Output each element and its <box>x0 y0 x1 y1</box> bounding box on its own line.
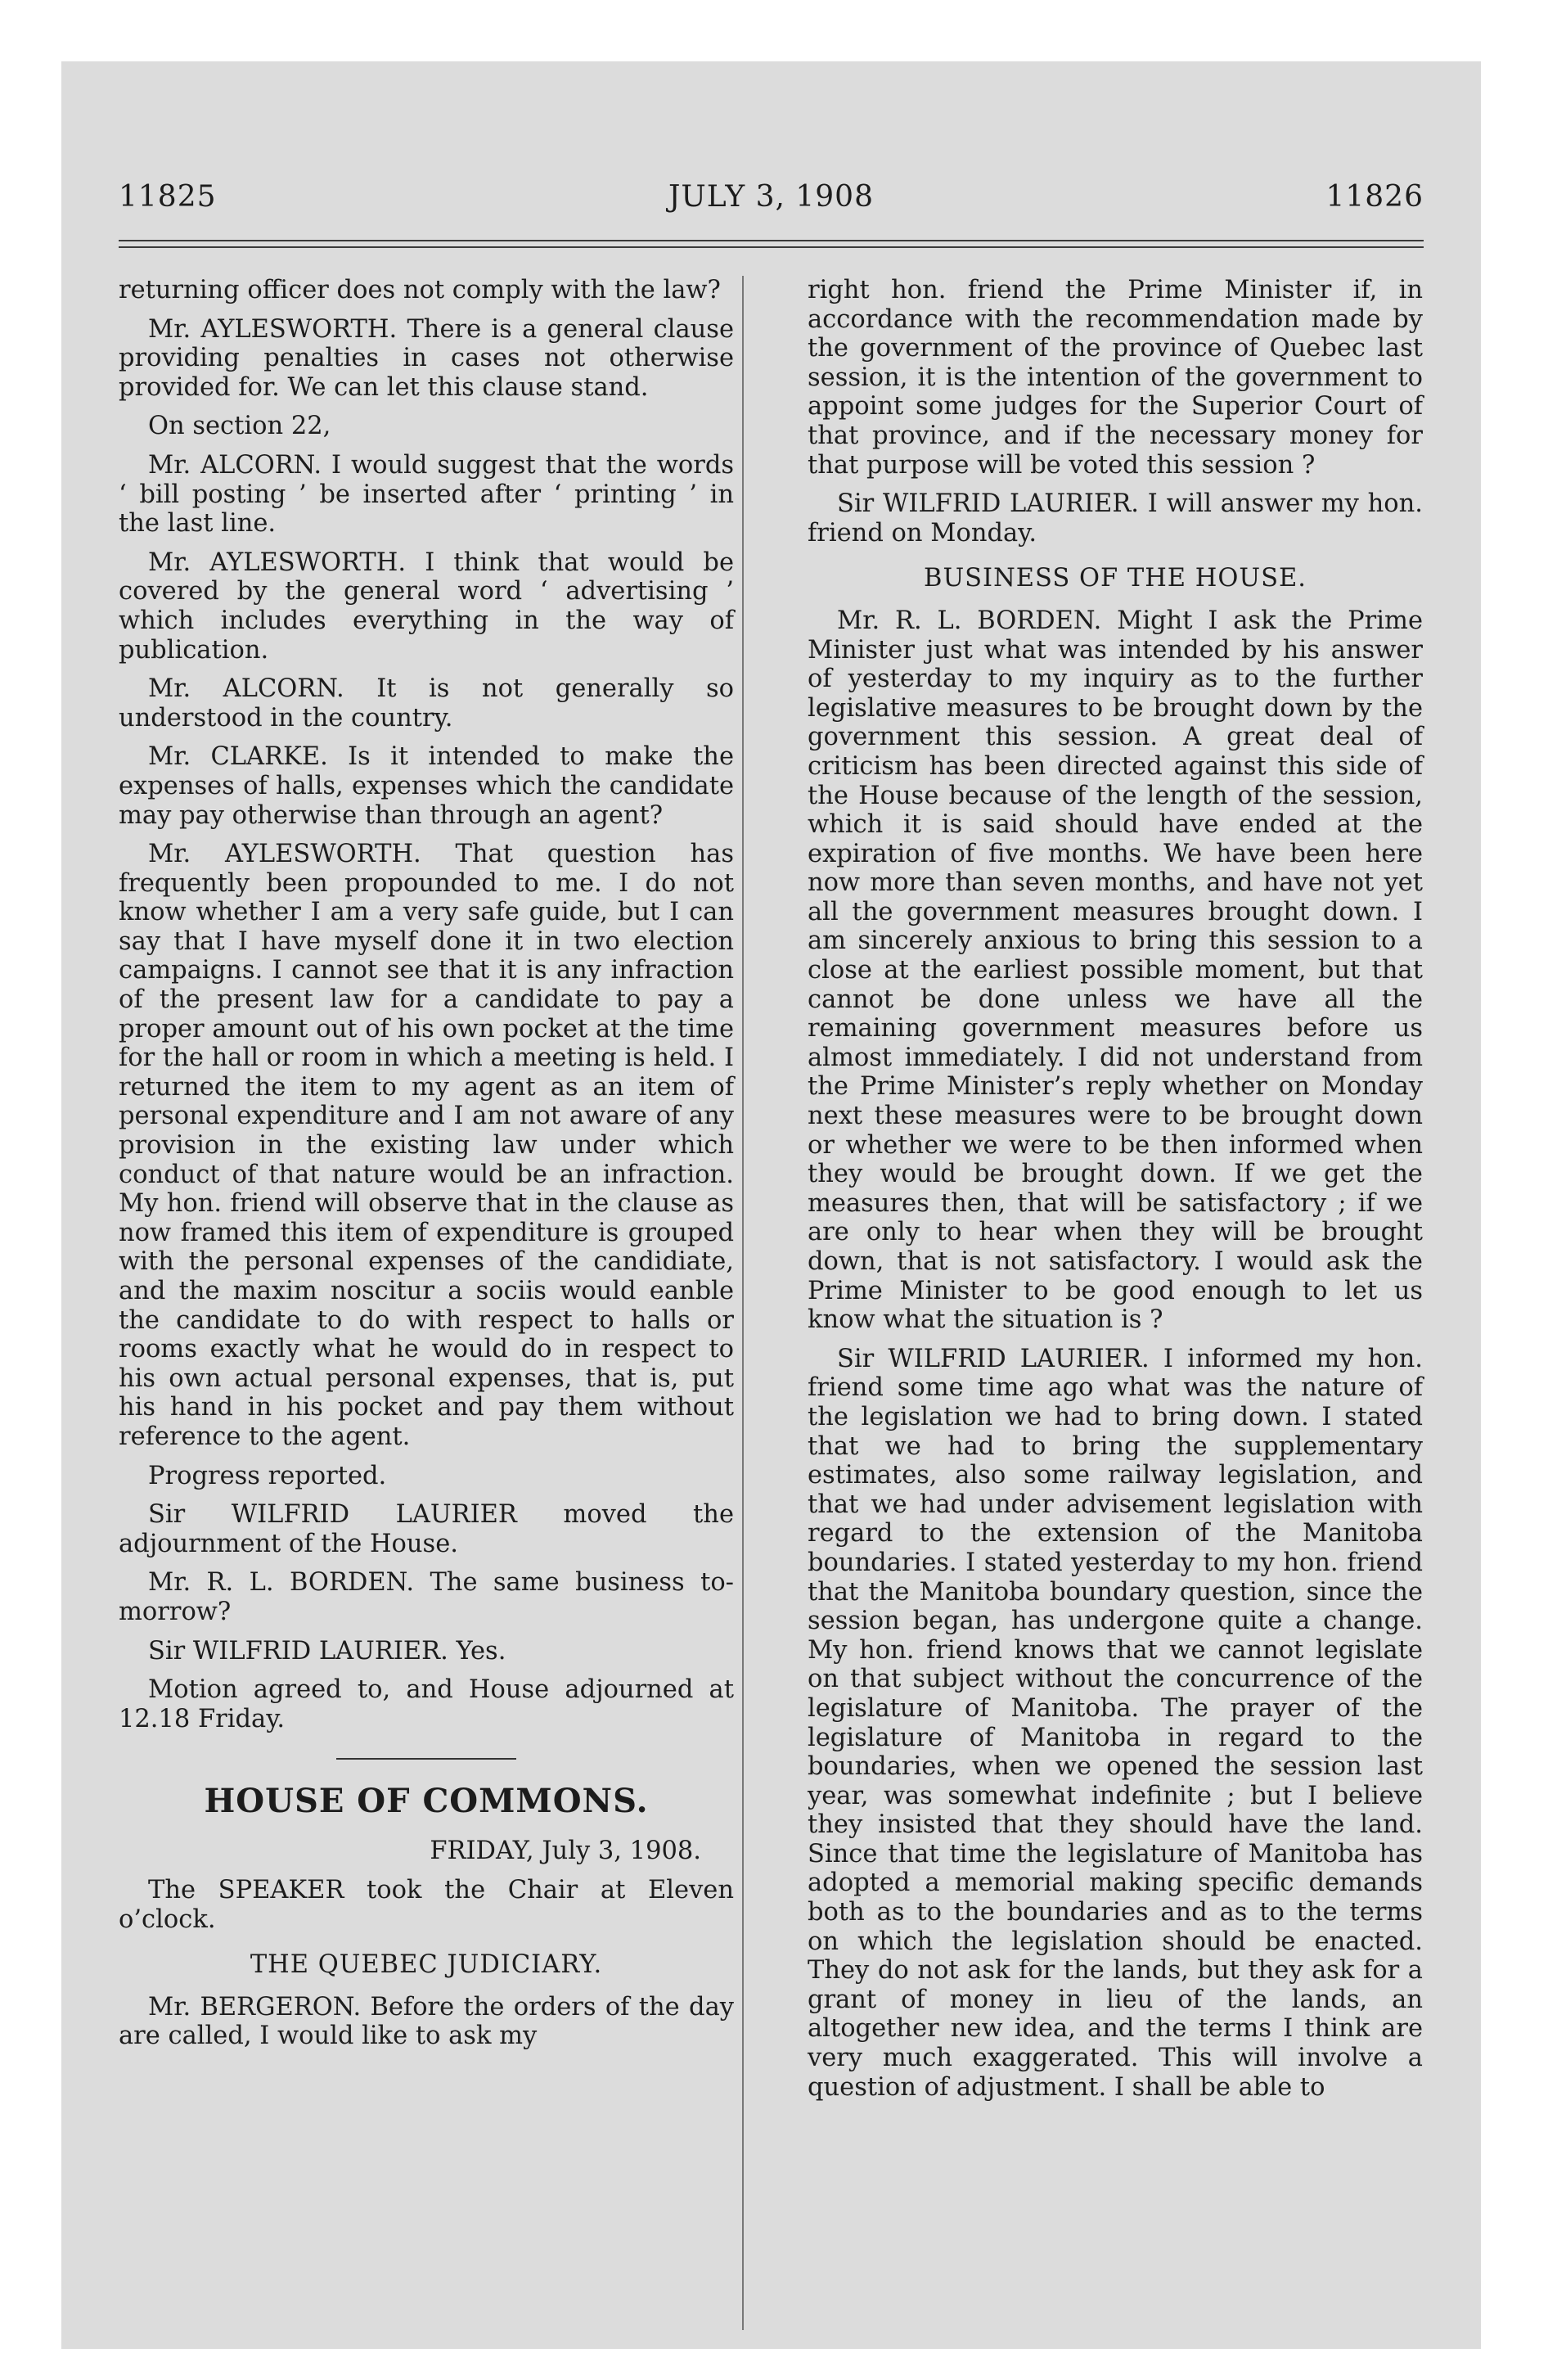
right-column <box>808 276 1423 2112</box>
paragraph: Mr. AYLESWORTH. I think that would be covered by the general word ‘ advertising ’ which includes everything in the way of publication. <box>119 548 734 665</box>
paragraph: Progress reported. <box>148 1461 387 1490</box>
sitting-date: FRIDAY, July 3, 1908. <box>430 1837 701 1866</box>
paragraph: right hon. friend the Prime Minister if, in accordance with the recommendation made by the government of the province of Quebec last session, it is the intention of the government to appoint some judges for the Superior Court of that province, and if the necessary money for that purpose will be voted this session ? <box>808 276 1423 480</box>
left-page-number: 11825 <box>119 180 217 214</box>
paragraph: Sir WILFRID LAURIER moved the adjournment of the House. <box>119 1500 734 1558</box>
right-page-number: 11826 <box>1325 180 1424 214</box>
paragraph: Mr. R. L. BORDEN. The same business to-morrow? <box>119 1568 734 1626</box>
running-header <box>119 180 1424 229</box>
paragraph: Mr. AYLESWORTH. There is a general clause providing penalties in cases not otherwise provided for. We can let this clause stand. <box>119 314 734 402</box>
page-sheet <box>61 61 1481 2349</box>
paragraph: Sir WILFRID LAURIER. I informed my hon. friend some time ago what was the nature of the legislation we had to bring down. I stated that we had to bring the supplementary estimates, also some railway legislation, and that we had under advisement legislation with regard to the extension of the Manitoba boundaries. I stated yesterday to my hon. friend that the Manitoba boundary question, since the session began, has undergone quite a change. My hon. friend knows that we cannot legislate on that subject without the concurrence of the legislature of Manitoba. The prayer of the legislature of Manitoba in regard to the boundaries, when we opened the session last year, was somewhat indefinite ; but I believe they insisted that they should have the land. Since that time the legislature of Manitoba has adopted a memorial making specific demands both as to the boundaries and as to the terms on which the legislation should be enacted. They do not ask for the lands, but they ask for a grant of money in lieu of the lands, an altogether new idea, and the terms I think are very much exaggerated. This will involve a question of adjustment. I shall be able to <box>808 1344 1423 2102</box>
paragraph: Mr. ALCORN. I would suggest that the words ‘ bill posting ’ be inserted after ‘ printing ’ in the last line. <box>119 450 734 539</box>
paragraph: Sir WILFRID LAURIER. Yes. <box>148 1636 506 1666</box>
paragraph: returning officer does not comply with the law? <box>119 276 721 304</box>
house-of-commons-heading: HOUSE OF COMMONS. <box>204 1782 649 1821</box>
left-column <box>119 276 734 2061</box>
paragraph: Mr. CLARKE. Is it intended to make the expenses of halls, expenses which the candidate may pay otherwise than through an agent? <box>119 742 734 830</box>
quebec-judiciary-heading: THE QUEBEC JUDICIARY. <box>250 1950 603 1980</box>
paragraph: Motion agreed to, and House adjourned at 12.18 Friday. <box>119 1675 734 1733</box>
header-date: JULY 3, 1908 <box>668 180 874 214</box>
paragraph: Mr. AYLESWORTH. That question has frequently been propounded to me. I do not know whether I am a very safe guide, but I can say that I have myself done it in two election campaigns. I cannot see that it is any infraction of the present law for a candidate to pay a proper amount out of his own pocket at the time for the hall or room in which a meeting is held. I returned the item to my agent as an item of personal expenditure and I am not aware of any provision in the existing law under which conduct of that nature would be an infraction. My hon. friend will observe that in the clause as now framed this item of expenditure is grouped with the personal expenses of the candidiate, and the maxim noscitur a sociis would eanble the candidate to do with respect to halls or rooms exactly what he would do in respect to his own actual personal expenses, that is, put his hand in his pocket and pay them without reference to the agent. <box>119 840 734 1451</box>
paragraph: On section 22, <box>148 412 331 441</box>
paragraph: Mr. R. L. BORDEN. Might I ask the Prime Minister just what was intended by his answer of yesterday to my inquiry as to the further legislative measures to be brought down by the government this session. A great deal of criticism has been directed against this side of the House because of the length of the session, which it is said should have ended at the expiration of five months. We have been here now more than seven months, and have not yet all the government measures brought down. I am sincerely anxious to bring this session to a close at the earliest possible moment, but that cannot be done unless we have all the remaining government measures before us almost immediately. I did not understand from the Prime Minister’s reply whether on Monday next these measures were to be brought down or whether we were to be then informed when they would be brought down. If we get the measures then, that will be satisfactory ; if we are only to hear when they will be brought down, that is not satisfactory. I would ask the Prime Minister to be good enough to let us know what the situation is ? <box>808 606 1423 1335</box>
paragraph: Mr. BERGERON. Before the orders of the day are called, I would like to ask my <box>119 1992 734 2051</box>
header-rule <box>119 240 1424 248</box>
paragraph: The SPEAKER took the Chair at Eleven o’clock. <box>119 1875 734 1934</box>
paragraph: Sir WILFRID LAURIER. I will answer my hon. friend on Monday. <box>808 489 1423 548</box>
business-heading: BUSINESS OF THE HOUSE. <box>924 564 1307 593</box>
paragraph: Mr. ALCORN. It is not generally so understood in the country. <box>119 674 734 732</box>
section-rule <box>336 1758 516 1760</box>
column-divider <box>742 276 744 2330</box>
